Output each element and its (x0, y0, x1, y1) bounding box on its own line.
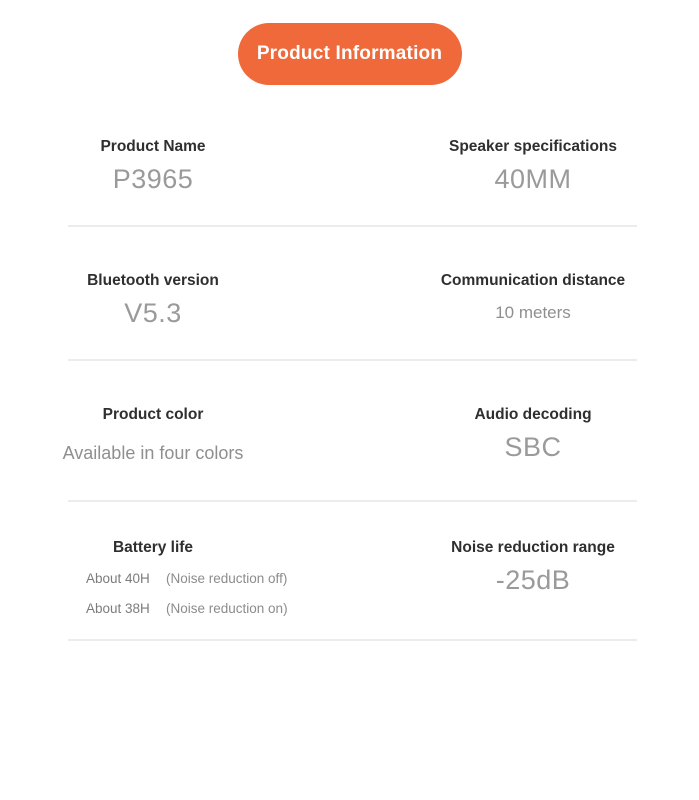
spec-cell-noise-reduction-range (423, 538, 643, 596)
battery-hours-off-value: About 40H (86, 571, 150, 586)
product-name-label: Product Name (100, 138, 206, 155)
spec-row-1 (0, 85, 699, 225)
battery-detail-line (86, 600, 288, 617)
product-color-value: Available in four colors (62, 443, 244, 463)
spec-cell-communication-distance (423, 271, 643, 324)
spec-row-3 (0, 361, 699, 500)
spec-row-2 (0, 227, 699, 359)
spec-cell-product-name (48, 137, 258, 195)
noise-reduction-range-value: -25dB (495, 565, 571, 595)
audio-decoding-value: SBC (504, 432, 562, 462)
product-information-button[interactable]: Product Information (238, 23, 462, 85)
battery-hours-on-note: (Noise reduction on) (166, 601, 288, 616)
bluetooth-version-label: Bluetooth version (87, 272, 219, 289)
bluetooth-version-value: V5.3 (124, 298, 182, 328)
communication-distance-label: Communication distance (440, 272, 626, 289)
battery-hours-on-value: About 38H (86, 601, 150, 616)
battery-hours-off-note: (Noise reduction off) (166, 571, 288, 586)
battery-life-label: Battery life (112, 539, 194, 556)
audio-decoding-label: Audio decoding (474, 406, 592, 423)
spec-cell-bluetooth-version (48, 271, 258, 329)
communication-distance-value: 10 meters (495, 303, 571, 322)
product-name-value: P3965 (112, 164, 194, 194)
spec-table (0, 85, 699, 641)
divider (68, 639, 637, 641)
speaker-specifications-label: Speaker specifications (449, 138, 617, 155)
noise-reduction-range-label: Noise reduction range (451, 539, 615, 556)
spec-row-4 (0, 502, 699, 639)
product-color-label: Product color (102, 406, 204, 423)
speaker-specifications-value: 40MM (494, 164, 572, 194)
battery-detail-line (86, 570, 288, 587)
spec-cell-speaker-specifications (423, 137, 643, 195)
spec-cell-battery-life (48, 538, 288, 617)
spec-cell-product-color (48, 405, 258, 464)
spec-cell-audio-decoding (423, 405, 643, 463)
